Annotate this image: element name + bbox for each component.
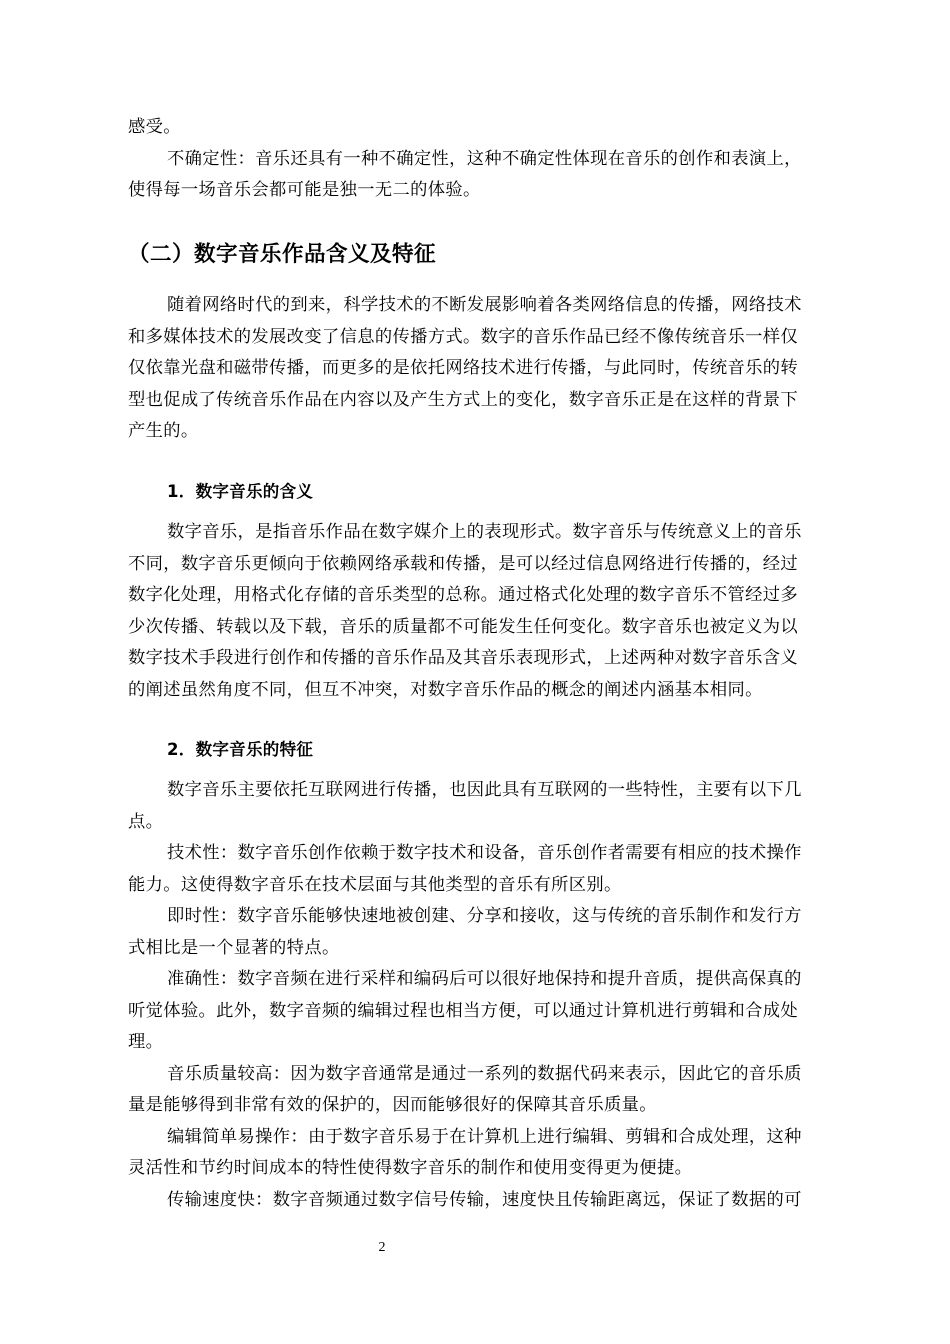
text-line: 感受。 [128,117,181,137]
text-line: 数字化处理，用格式化存储的音乐类型的总称。通过格式化处理的数字音乐不管经过多 [128,585,798,605]
text-line: 点。 [128,811,164,832]
text-line: 少次传播、转载以及下载，音乐的质量都不可能发生任何变化。数字音乐也被定义为以 [128,616,798,637]
text-line: 数字技术手段进行创作和传播的音乐作品及其音乐表现形式，上述两种对数字音乐含义 [128,648,798,668]
text-line: 不同，数字音乐更倾向于依赖网络承载和传播，是可以经过信息网络进行传播的，经过 [128,553,798,574]
text-line: 不确定性：音乐还具有一种不确定性，这种不确定性体现在音乐的创作和表演上， [167,148,802,169]
text-line: 式相比是一个显著的特点。 [128,937,340,958]
text-line: 量是能够得到非常有效的保护的，因而能够很好的保障其音乐质量。 [128,1095,657,1115]
subsection-heading-meaning: 1．数字音乐的含义 [167,482,314,501]
text-line: 仅依靠光盘和磁带传播，而更多的是依托网络技术进行传播，与此同时，传统音乐的转 [128,358,798,378]
text-line: 编辑简单易操作：由于数字音乐易于在计算机上进行编辑、剪辑和合成处理，这种 [167,1126,802,1147]
text-line: 随着网络时代的到来，科学技术的不断发展影响着各类网络信息的传播，网络技术 [167,295,802,315]
text-line: 能力。这使得数字音乐在技术层面与其他类型的音乐有所区别。 [128,874,622,895]
text-line: 传输速度快：数字音频通过数字信号传输，速度快且传输距离远，保证了数据的可 [167,1189,802,1210]
text-line: 准确性：数字音频在进行采样和编码后可以很好地保持和提升音质，提供高保真的 [167,969,802,989]
text-line: 技术性：数字音乐创作依赖于数字技术和设备，音乐创作者需要有相应的技术操作 [167,843,802,863]
text-line: 数字音乐，是指音乐作品在数字媒介上的表现形式。数字音乐与传统意义上的音乐 [167,522,802,542]
text-line: 使得每一场音乐会都可能是独一无二的体验。 [128,180,481,200]
section-heading: （二）数字音乐作品含义及特征 [128,242,437,267]
text-line: 理。 [128,1032,164,1052]
text-line: 产生的。 [128,421,199,441]
section-paragraph [128,290,828,448]
text-line: 数字音乐主要依托互联网进行传播，也因此具有互联网的一些特性，主要有以下几 [167,780,802,800]
text-line: 音乐质量较高：因为数字音通常是通过一系列的数据代码来表示，因此它的音乐质 [167,1063,802,1084]
text-line: 听觉体验。此外，数字音频的编辑过程也相当方便，可以通过计算机进行剪辑和合成处 [128,1000,798,1021]
text-line: 和多媒体技术的发展改变了信息的传播方式。数字的音乐作品已经不像传统音乐一样仅 [128,326,798,347]
text-line: 即时性：数字音乐能够快速地被创建、分享和接收，这与传统的音乐制作和发行方 [167,906,802,926]
features-paragraphs [128,775,828,1216]
text-line: 灵活性和节约时间成本的特性使得数字音乐的制作和使用变得更为便捷。 [128,1158,693,1178]
text-line: 的阐述虽然角度不同，但互不冲突，对数字音乐作品的概念的阐述内涵基本相同。 [128,679,763,700]
subsection-heading-features: 2．数字音乐的特征 [167,740,314,759]
intro-block [128,112,828,207]
text-line: 型也促成了传统音乐作品在内容以及产生方式上的变化，数字音乐正是在这样的背景下 [128,389,798,410]
page-number: 2 [378,1240,386,1255]
meaning-paragraph [128,517,828,706]
